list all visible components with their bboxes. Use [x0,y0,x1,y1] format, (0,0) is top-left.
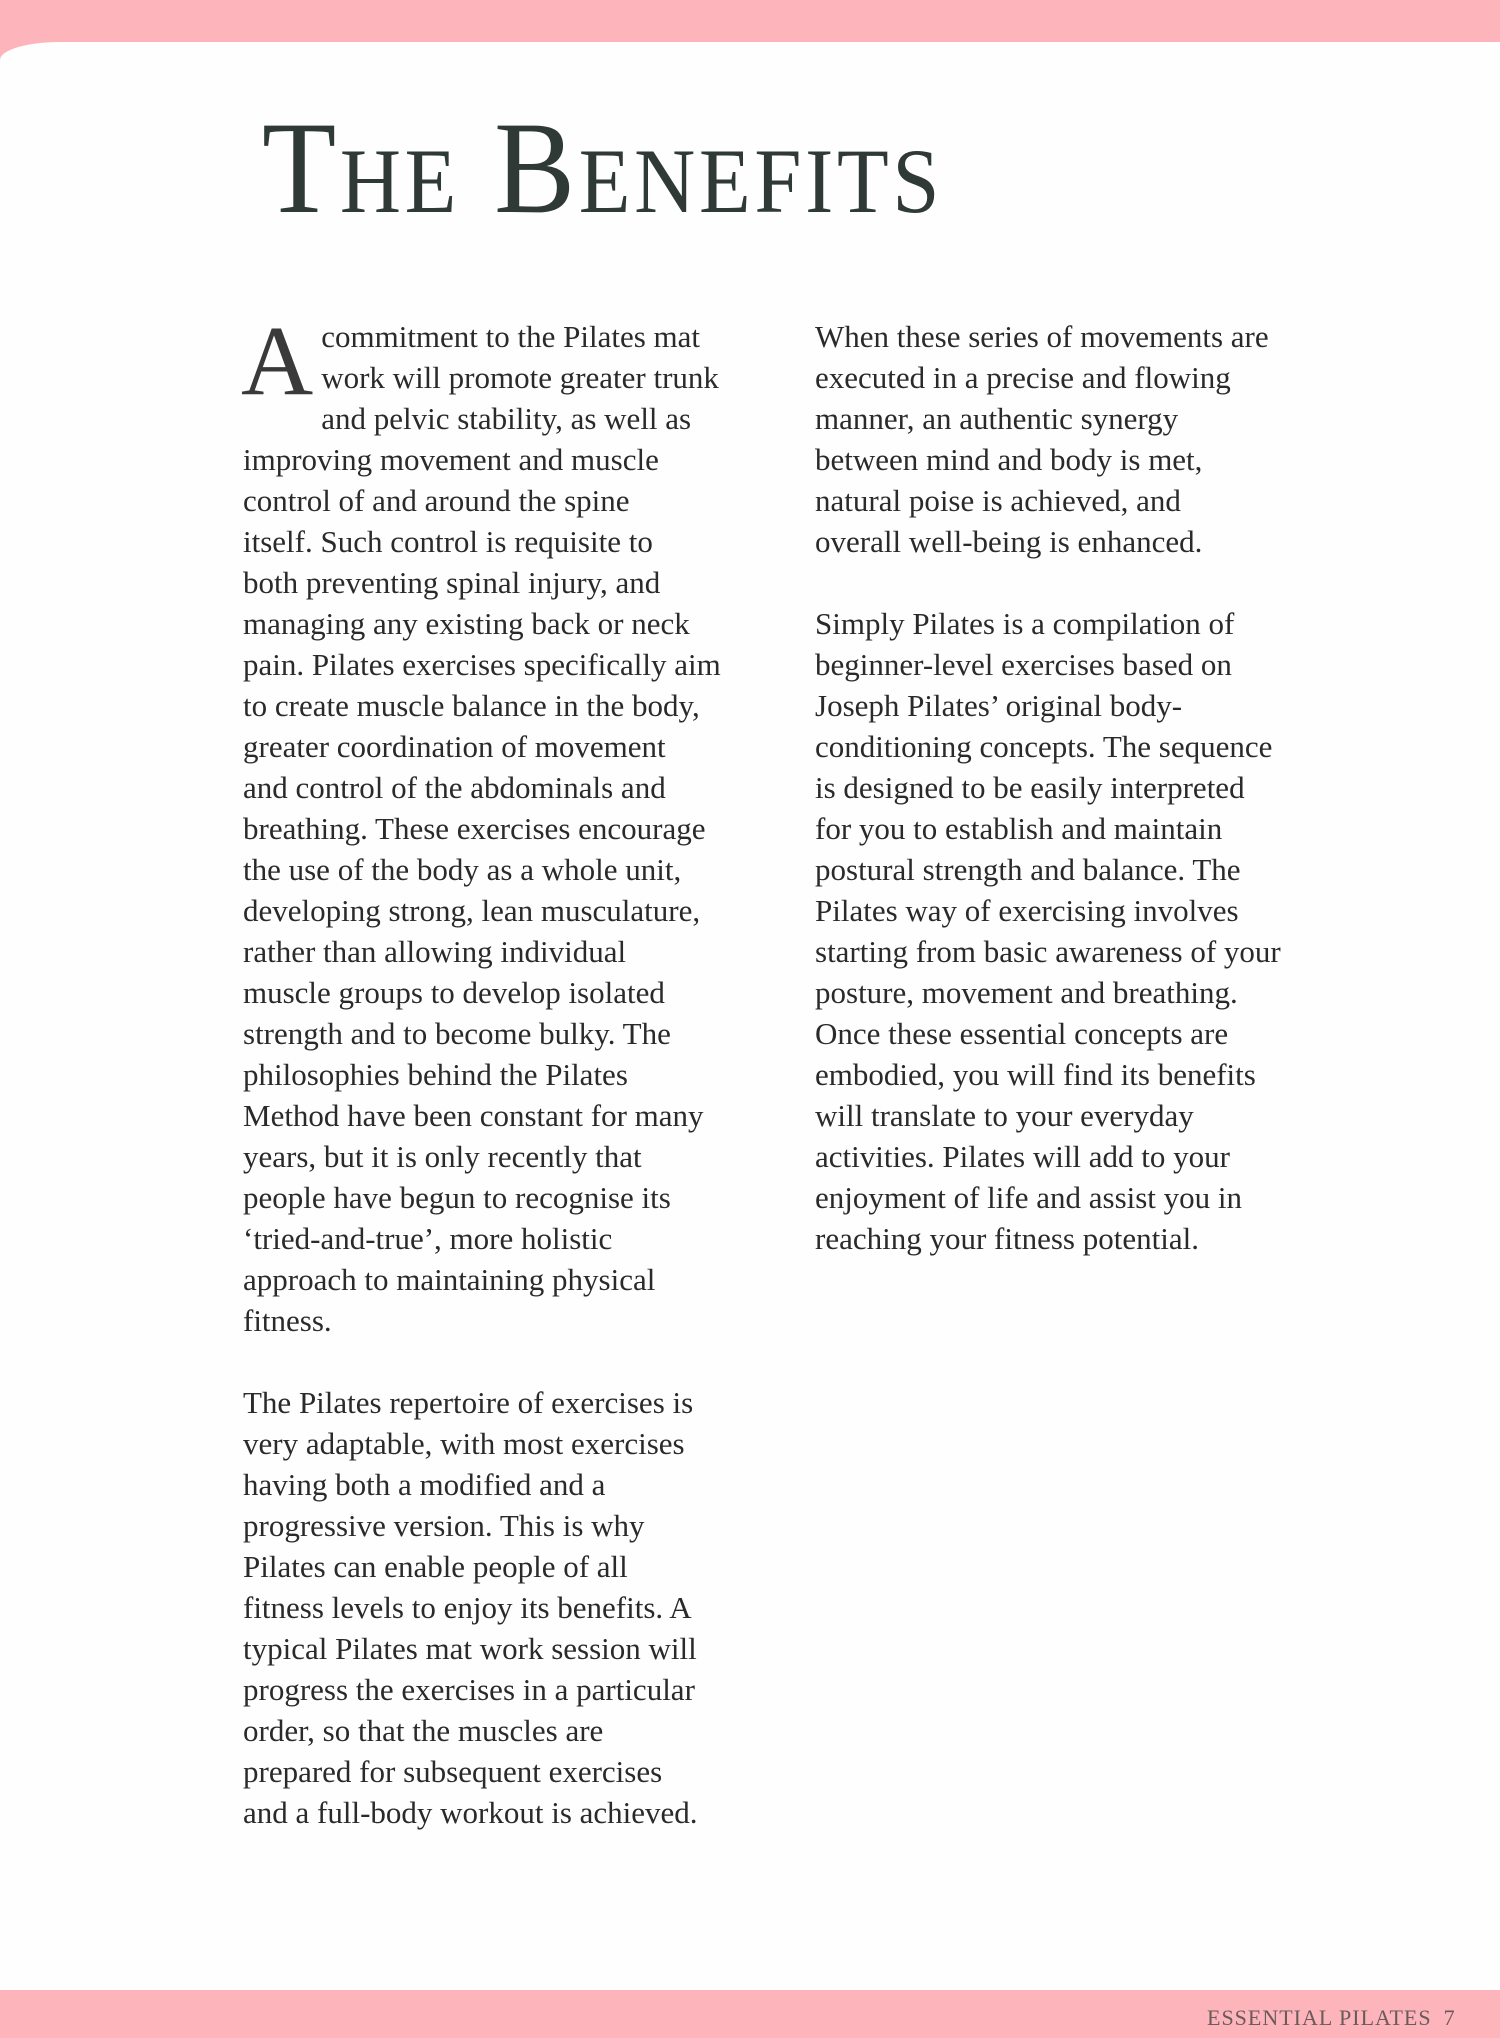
paragraph-simply-pilates [815,603,1355,1259]
drop-cap: A [241,305,314,416]
text-line: strength and to become bulky. The [243,1016,671,1051]
text-line: executed in a precise and flowing [815,360,1231,395]
text-line: ‘tried-and-true’, more holistic [243,1221,613,1256]
text-line: both preventing spinal injury, and [243,565,661,600]
page-title: The Benefits [262,94,944,241]
text-line: prepared for subsequent exercises [243,1754,663,1789]
text-line: The Pilates repertoire of exercises is [243,1385,694,1420]
text-line: progress the exercises in a particular [243,1672,695,1707]
left-column [241,305,783,1874]
text-line: posture, movement and breathing. [815,975,1238,1010]
text-line: managing any existing back or neck [243,606,690,641]
text-line: and pelvic stability, as well as [321,401,692,436]
text-line: developing strong, lean musculature, [243,893,701,928]
text-line: for you to establish and maintain [815,811,1223,846]
right-column [815,316,1355,1300]
text-line: commitment to the Pilates mat [321,319,701,354]
text-line: pain. Pilates exercises specifically aim [243,647,721,682]
text-line: embodied, you will find its benefits [815,1057,1256,1092]
text-line: Once these essential concepts are [815,1016,1229,1051]
text-line: greater coordination of movement [243,729,666,764]
text-line: breathing. These exercises encourage [243,811,706,846]
text-line: very adaptable, with most exercises [243,1426,685,1461]
text-line: Method have been constant for many [243,1098,704,1133]
text-line: years, but it is only recently that [243,1139,642,1174]
text-line: progressive version. This is why [243,1508,645,1543]
text-line: work will promote greater trunk [321,360,719,395]
text-line: and a full-body workout is achieved. [243,1795,698,1830]
paragraph-repertoire [243,1382,783,1833]
text-line: itself. Such control is requisite to [243,524,653,559]
paragraph-intro [241,305,783,1341]
text-line: Pilates way of exercising involves [815,893,1239,928]
text-line: philosophies behind the Pilates [243,1057,628,1092]
paragraph-lines [243,1382,783,1833]
text-line: starting from basic awareness of your [815,934,1281,969]
text-line: manner, an authentic synergy [815,401,1179,436]
text-line: rather than allowing individual [243,934,627,969]
text-line: control of and around the spine [243,483,630,518]
text-line: typical Pilates mat work session will [243,1631,697,1666]
text-line: postural strength and balance. The [815,852,1241,887]
text-line: natural poise is achieved, and [815,483,1181,518]
text-line: improving movement and muscle [243,442,659,477]
text-line: fitness. [243,1303,332,1338]
paragraph-synergy [815,316,1355,562]
text-line: fitness levels to enjoy its benefits. A [243,1590,692,1625]
text-line: reaching your fitness potential. [815,1221,1199,1256]
text-line: and control of the abdominals and [243,770,666,805]
text-line: to create muscle balance in the body, [243,688,700,723]
text-line: beginner-level exercises based on [815,647,1232,682]
paragraph-lines [241,305,783,1341]
running-footer [1207,2005,1456,2031]
page-number: 7 [1443,2005,1456,2030]
text-line: overall well-being is enhanced. [815,524,1203,559]
text-line: between mind and body is met, [815,442,1203,477]
text-line: When these series of movements are [815,319,1269,354]
text-line: having both a modified and a [243,1467,606,1502]
running-title: ESSENTIAL PILATES [1207,2005,1432,2030]
paragraph-lines [815,316,1355,562]
paragraph-lines [815,603,1355,1259]
text-line: enjoyment of life and assist you in [815,1180,1243,1215]
text-line: approach to maintaining physical [243,1262,656,1297]
text-line: order, so that the muscles are [243,1713,604,1748]
text-line: muscle groups to develop isolated [243,975,665,1010]
text-line: is designed to be easily interpreted [815,770,1245,805]
text-line: will translate to your everyday [815,1098,1194,1133]
text-line: Simply Pilates is a compilation of [815,606,1235,641]
text-line: Pilates can enable people of all [243,1549,628,1584]
text-line: activities. Pilates will add to your [815,1139,1230,1174]
text-line: Joseph Pilates’ original body- [815,688,1183,723]
text-line: people have begun to recognise its [243,1180,671,1215]
text-line: conditioning concepts. The sequence [815,729,1273,764]
text-line: the use of the body as a whole unit, [243,852,682,887]
